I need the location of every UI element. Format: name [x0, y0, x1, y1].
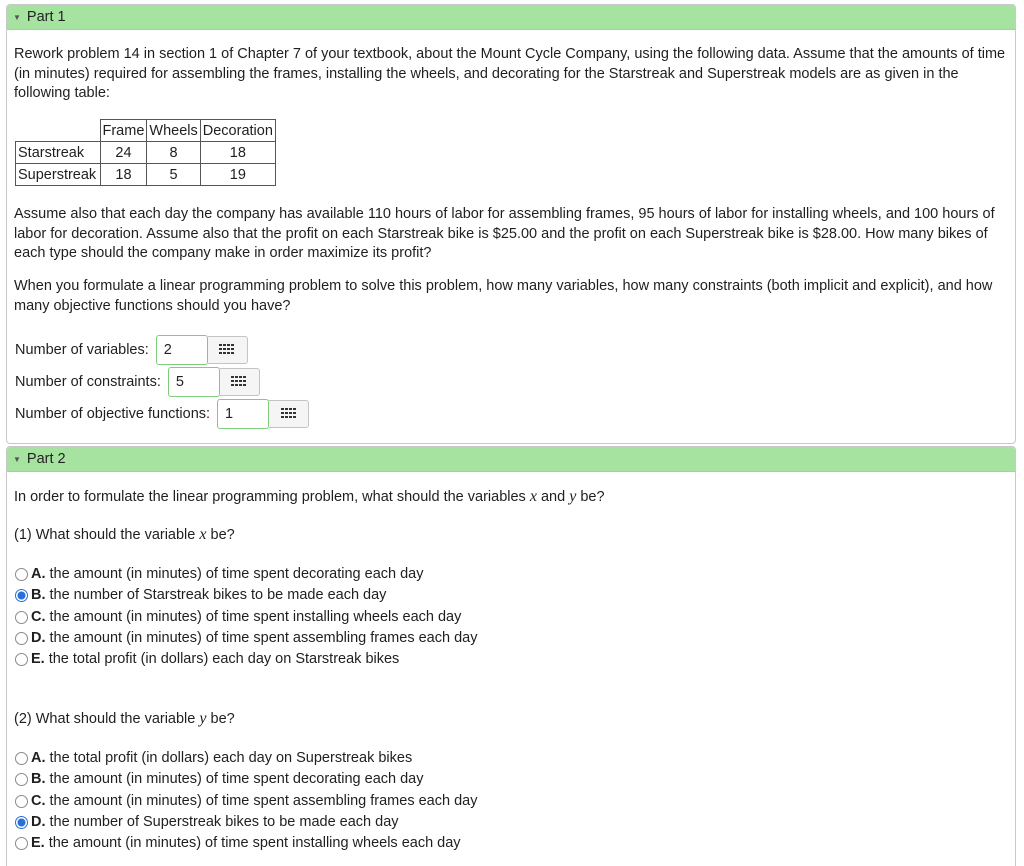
table-cell: 5	[147, 164, 200, 186]
part-1-title: Part 1	[26, 9, 66, 25]
radio-unchecked-icon[interactable]	[15, 611, 28, 624]
radio-unchecked-icon[interactable]	[15, 653, 28, 666]
part-1-assumptions: Assume also that each day the company has available 110 hours of labor for assembling frames, 95 hours of labor for installing wheels, and 100 hours of labor for decoration. Assume also that the profit on each Starstreak bike is $25.00 and the profit on each Superstreak bike is $28.00. How many bikes of each type should the company make in order maximize its profit?	[14, 206, 995, 261]
objectives-input[interactable]	[217, 399, 269, 429]
q1-option-a[interactable]	[15, 564, 423, 584]
variable-x: x	[529, 488, 537, 505]
option-text: the amount (in minutes) of time spent decorating each day	[49, 771, 424, 787]
radio-unchecked-icon[interactable]	[15, 837, 28, 850]
intro-text: be?	[576, 489, 605, 505]
q2-option-c[interactable]	[15, 791, 477, 811]
variables-keypad-button[interactable]	[208, 336, 248, 364]
answer-row-constraints	[15, 367, 260, 397]
intro-text: and	[536, 489, 570, 505]
q1-option-e[interactable]	[15, 649, 399, 669]
collapse-triangle-icon[interactable]: ▼	[13, 12, 21, 22]
option-text: the total profit (in dollars) each day on Superstreak bikes	[49, 750, 413, 766]
radio-checked-icon[interactable]	[15, 589, 28, 602]
question-text: (2) What should the variable	[14, 711, 200, 727]
part-1-question: When you formulate a linear programming problem to solve this problem, how many variables, how many constraints (both implicit and explicit), and how many objective functions should you have?	[14, 278, 993, 314]
option-letter: C.	[31, 793, 46, 809]
objectives-label: Number of objective functions:	[15, 406, 211, 422]
variable-x: x	[199, 526, 207, 543]
constraints-label: Number of constraints:	[15, 374, 161, 390]
grid-icon	[231, 376, 247, 388]
part-2-panel	[6, 446, 1016, 866]
option-letter: D.	[31, 630, 46, 646]
part-2-header[interactable]	[7, 447, 1015, 472]
question-text: (1) What should the variable	[14, 527, 200, 543]
option-letter: E.	[31, 651, 45, 667]
part-2-title: Part 2	[26, 451, 66, 467]
q2-option-b[interactable]	[15, 769, 423, 789]
option-text: the number of Starstreak bikes to be made each day	[49, 587, 387, 603]
variables-label: Number of variables:	[15, 342, 149, 358]
q1-option-b[interactable]	[15, 585, 386, 605]
table-header: Wheels	[147, 120, 200, 142]
question-2	[14, 709, 1007, 730]
timing-table	[15, 119, 276, 186]
radio-unchecked-icon[interactable]	[15, 795, 28, 808]
option-text: the amount (in minutes) of time spent assembling frames each day	[49, 630, 478, 646]
answer-row-objectives	[15, 399, 309, 429]
radio-checked-icon[interactable]	[15, 816, 28, 829]
table-header-row	[16, 120, 276, 142]
table-header: Decoration	[200, 120, 275, 142]
option-text: the total profit (in dollars) each day on Starstreak bikes	[48, 651, 400, 667]
constraints-keypad-button[interactable]	[220, 368, 260, 396]
grid-icon	[219, 344, 235, 356]
table-cell: 18	[200, 142, 275, 164]
constraints-input[interactable]	[168, 367, 220, 397]
table-header: Frame	[100, 120, 147, 142]
radio-unchecked-icon[interactable]	[15, 568, 28, 581]
grid-icon	[281, 408, 297, 420]
q2-option-d[interactable]	[15, 812, 399, 832]
table-cell: 19	[200, 164, 275, 186]
part-1-intro: Rework problem 14 in section 1 of Chapter 7 of your textbook, about the Mount Cycle Company, using the following data. Assume that the amounts of time (in minutes) required for assembling the frames, installing the wheels, and decorating for the Starstreak and Superstreak models are as given in the following table:	[14, 46, 1006, 101]
option-text: the amount (in minutes) of time spent installing wheels each day	[49, 609, 462, 625]
option-letter: A.	[31, 750, 46, 766]
part-1-panel	[6, 4, 1016, 444]
variable-y: y	[199, 710, 207, 727]
table-row-label: Starstreak	[16, 142, 101, 164]
table-row	[16, 164, 276, 186]
question-text: be?	[206, 527, 235, 543]
radio-unchecked-icon[interactable]	[15, 632, 28, 645]
table-corner	[16, 120, 101, 142]
part-1-header[interactable]	[7, 5, 1015, 30]
radio-unchecked-icon[interactable]	[15, 752, 28, 765]
variable-y: y	[569, 488, 577, 505]
q1-option-d[interactable]	[15, 628, 477, 648]
option-text: the amount (in minutes) of time spent assembling frames each day	[49, 793, 478, 809]
radio-unchecked-icon[interactable]	[15, 773, 28, 786]
option-text: the amount (in minutes) of time spent installing wheels each day	[48, 835, 461, 851]
intro-text: In order to formulate the linear programming problem, what should the variables	[14, 489, 530, 505]
option-text: the amount (in minutes) of time spent decorating each day	[49, 566, 424, 582]
q2-option-a[interactable]	[15, 748, 412, 768]
q2-option-e[interactable]	[15, 833, 461, 853]
variables-input[interactable]	[156, 335, 208, 365]
answer-row-variables	[15, 335, 248, 365]
table-row-label: Superstreak	[16, 164, 101, 186]
objectives-keypad-button[interactable]	[269, 400, 309, 428]
option-text: the number of Superstreak bikes to be made each day	[49, 814, 399, 830]
table-cell: 18	[100, 164, 147, 186]
option-letter: D.	[31, 814, 46, 830]
option-letter: A.	[31, 566, 46, 582]
part-2-intro	[14, 487, 1007, 508]
q1-option-c[interactable]	[15, 607, 461, 627]
option-letter: C.	[31, 609, 46, 625]
table-row	[16, 142, 276, 164]
table-cell: 8	[147, 142, 200, 164]
option-letter: B.	[31, 587, 46, 603]
table-cell: 24	[100, 142, 147, 164]
option-letter: E.	[31, 835, 45, 851]
question-1	[14, 525, 1007, 546]
collapse-triangle-icon[interactable]: ▼	[13, 454, 21, 464]
question-text: be?	[206, 711, 235, 727]
option-letter: B.	[31, 771, 46, 787]
